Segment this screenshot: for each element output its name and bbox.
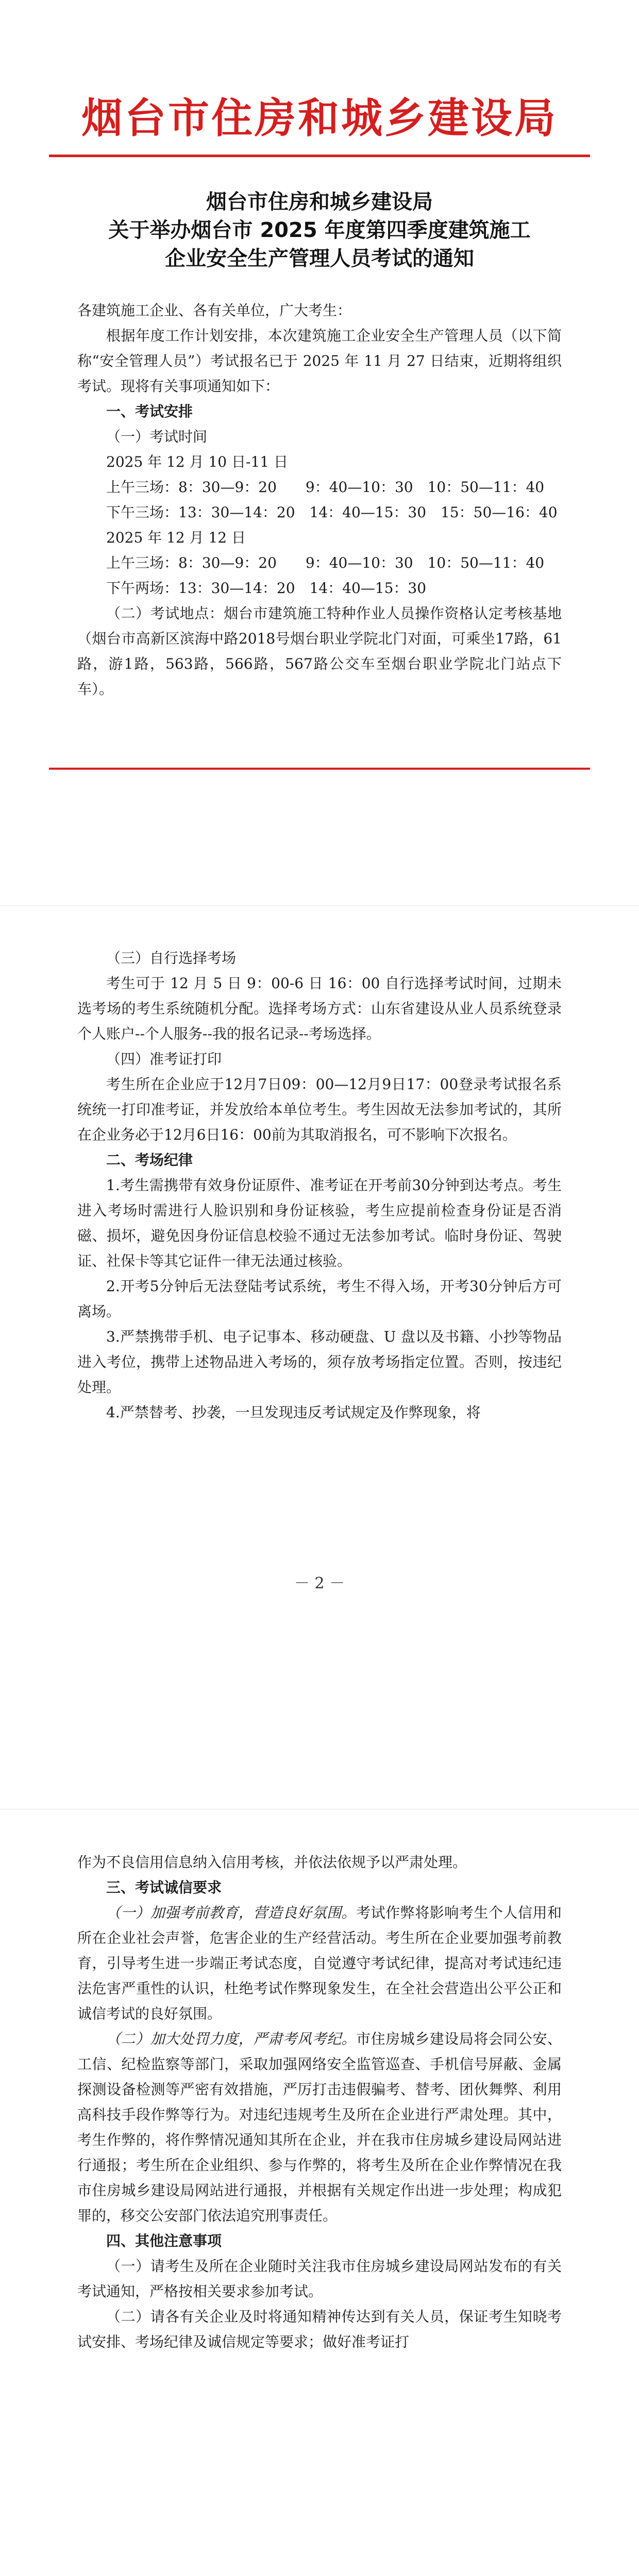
document-page-1 bbox=[0, 0, 639, 906]
subsection-exam-time: （一）考试时间 bbox=[106, 428, 208, 445]
title-line-3: 企业安全生产管理人员考试的通知 bbox=[165, 247, 474, 270]
note-item-1: （一）请考生及所在企业随时关注我市住房城乡建设局网站发布的有关考试通知，严格按相关要求参加考试。 bbox=[77, 2258, 562, 2300]
integrity-text-1: 考试作弊将影响考生个人信用和所在企业社会声誉，危害企业的生产经营活动。考生所在企业要加强考前教育，引导考生进一步端正考试态度，自觉遵守考试纪律，提高对考试违纪违法危害严重性的认识，杜绝考试作弊现象发生，在全社会营造出公平公正和诚信考试的良好氛围。 bbox=[77, 1904, 562, 2022]
page1-body bbox=[77, 298, 562, 702]
choose-room-paragraph: 考生可于 12 月 5 日 9：00-6 日 16：00 自行选择考试时间，过期未选考场的考生系统随机分配。选择考场方式：山东省建设从业人员系统登录个人账户--个人服务--我的报名记录--考场选择。 bbox=[77, 975, 562, 1042]
discipline-rule-1: 1.考生需携带有效身份证原件、准考证在开考前30分钟到达考点。考生进入考场时需进行人脸识别和身份证核验，考生应提前检查身份证是否消磁、损坏，避免因身份证信息校验不通过无法参加考试。临时身份证、驾驶证、社保卡等其它证件一律无法通过核验。 bbox=[77, 1177, 562, 1269]
title-line-1: 烟台市住房和城乡建设局 bbox=[206, 190, 433, 214]
note-item-2: （二）请各有关企业及时将通知精神传达到有关人员，保证考生知晓考试安排、考场纪律及诚信规定等要求；做好准考证打 bbox=[77, 2308, 562, 2350]
exam-morning-sessions-2: 上午三场：8：30—9：20 9：40—10：30 10：50—11：40 bbox=[106, 554, 545, 571]
intro-paragraph: 根据年度工作计划安排，本次建筑施工企业安全生产管理人员（以下简称“安全管理人员”）考试报名已于 2025 年 11 月 27 日结束，近期将组织考试。现将有关事项通知如下： bbox=[77, 327, 562, 395]
footer-red-rule bbox=[49, 768, 590, 770]
discipline-rule-4: 4.严禁替考、抄袭，一旦发现违反考试规定及作弊现象，将 bbox=[106, 1404, 481, 1421]
page3-body bbox=[77, 1850, 562, 2354]
exam-date-2: 2025 年 12 月 12 日 bbox=[106, 529, 246, 546]
integrity-text-2: 市住房城乡建设局将会同公安、工信、纪检监察等部门，采取加强网络安全监管巡查、手机信号屏蔽、金属探测设备检测等严密有效措施，严厉打击违假骗考、替考、团伙舞弊、利用高科技手段作弊等行为。对违纪违规考生及所在企业进行严肃处理。其中，考生作弊的，将作弊情况通知其所在企业，并在我市住房城乡建设局网站进行通报；考生所在企业组织、参与作弊的，将考生及所在企业作弊情况在我市住房城乡建设局网站进行通报，并根据有关规定作出进一步处理；构成犯罪的，移交公安部门依法追究刑事责任。 bbox=[77, 2030, 562, 2224]
admission-ticket-paragraph: 考生所在企业应于12月7日09：00—12月9日17：00登录考试报名系统统一打印准考证，并发放给本单位考生。考生因故无法参加考试的，其所在企业务必于12月6日16：00前为其取消报名，可不影响下次报名。 bbox=[77, 1076, 562, 1143]
exam-afternoon-sessions-2: 下午两场：13：30—14：20 14：40—15：30 bbox=[106, 580, 427, 597]
continued-paragraph: 作为不良信用信息纳入信用考核，并依法依规予以严肃处理。 bbox=[77, 1854, 467, 1871]
page-number-2: － 2 － bbox=[294, 1574, 345, 1592]
notice-title bbox=[0, 188, 639, 273]
exam-date-1: 2025 年 12 月 10 日-11 日 bbox=[106, 453, 289, 470]
integrity-lead-1: （一）加强考前教育，营造良好氛围。 bbox=[106, 1904, 357, 1921]
integrity-paragraph-2 bbox=[77, 2026, 562, 2228]
section-heading-3: 三、考试诚信要求 bbox=[106, 1879, 222, 1896]
exam-location-paragraph: （二）考试地点：烟台市建筑施工特种作业人员操作资格认定考核基地（烟台市高新区滨海中路2018号烟台职业学院北门对面，可乘坐17路，61路，游1路，563路，566路，567路公交车至烟台职业学院北门站点下车）。 bbox=[77, 605, 562, 698]
salutation: 各建筑施工企业、各有关单位，广大考生： bbox=[77, 302, 352, 319]
document-page-3 bbox=[0, 1809, 639, 2576]
letterhead-red-rule bbox=[49, 155, 590, 157]
letterhead-org-name: 烟台市住房和城乡建设局 bbox=[81, 94, 558, 142]
section-heading-1: 一、考试安排 bbox=[106, 403, 193, 420]
subsection-admission-ticket: （四）准考证打印 bbox=[106, 1050, 222, 1067]
title-line-2: 关于举办烟台市 2025 年度第四季度建筑施工 bbox=[108, 218, 531, 242]
section-heading-2: 二、考场纪律 bbox=[106, 1151, 193, 1168]
integrity-lead-2: （二）加大处罚力度，严肃考风考纪。 bbox=[106, 2030, 357, 2047]
exam-afternoon-sessions-1: 下午三场：13：30—14：20 14：40—15：30 15：50—16：40 bbox=[106, 504, 558, 521]
discipline-rule-2: 2.开考5分钟后无法登陆考试系统，考生不得入场，开考30分钟后方可离场。 bbox=[77, 1278, 562, 1320]
subsection-choose-room: （三）自行选择考场 bbox=[106, 950, 237, 967]
section-heading-4: 四、其他注意事项 bbox=[106, 2232, 222, 2249]
document-page-2 bbox=[0, 906, 639, 1809]
page2-body bbox=[77, 945, 562, 1425]
exam-morning-sessions-1: 上午三场：8：30—9：20 9：40—10：30 10：50—11：40 bbox=[106, 479, 545, 496]
integrity-paragraph-1 bbox=[77, 1900, 562, 2026]
discipline-rule-3: 3.严禁携带手机、电子记事本、移动硬盘、U 盘以及书籍、小抄等物品进入考位，携带上述物品进入考场的，须存放考场指定位置。否则，按违纪处理。 bbox=[77, 1328, 562, 1396]
